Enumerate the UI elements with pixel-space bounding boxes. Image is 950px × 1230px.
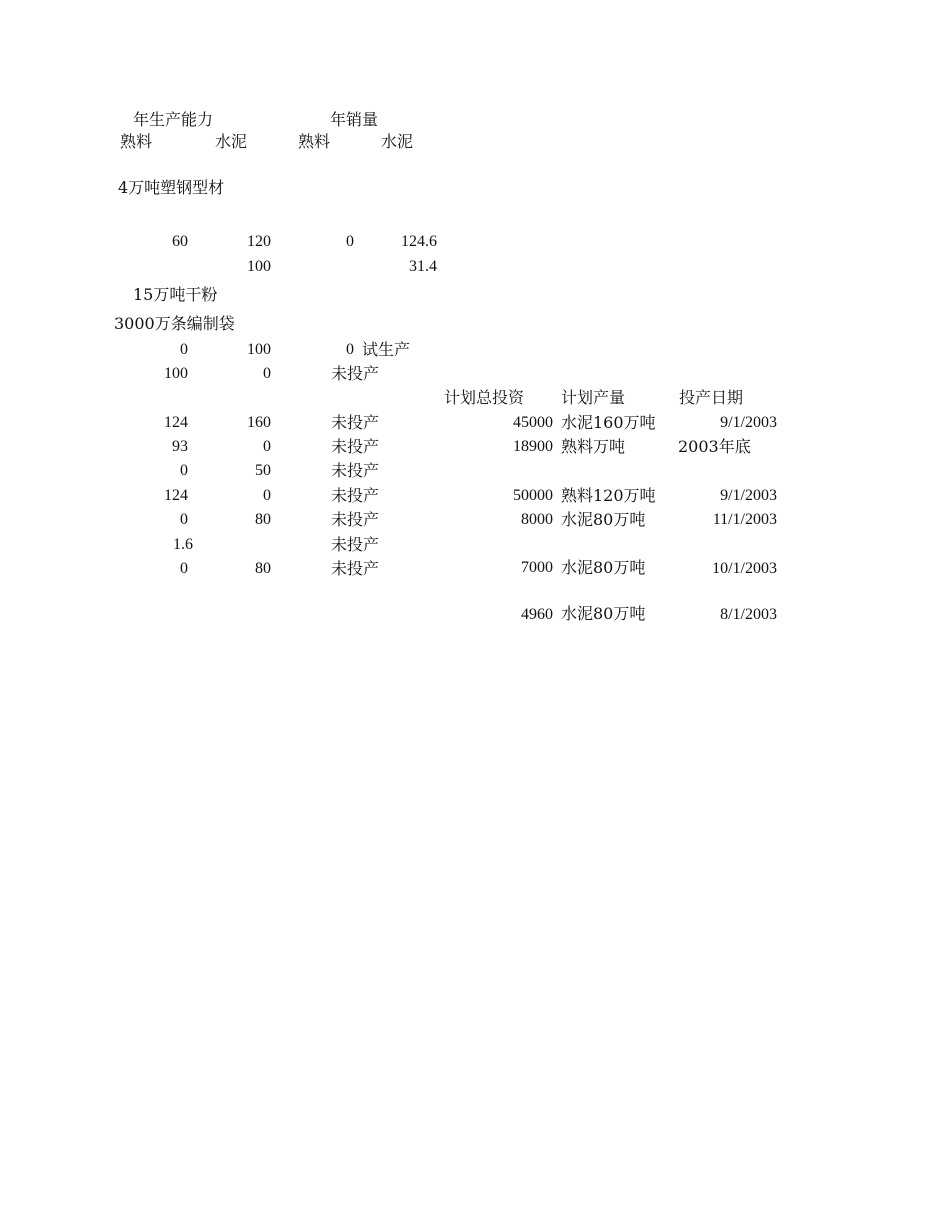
cell-status: 未投产 [331, 486, 380, 505]
header-cement-sales: 水泥 [381, 132, 414, 151]
cell-plan-date: 9/1/2003 [720, 487, 777, 504]
plan-header-output: 计划产量 [561, 388, 626, 407]
cell-plan-invest: 18900 [513, 438, 553, 455]
cell-plan-invest: 45000 [513, 414, 553, 431]
cell-sales-clinker: 0 [346, 341, 354, 358]
cell-capacity-clinker: 124 [164, 487, 188, 504]
cell-capacity-cement: 160 [247, 414, 271, 431]
cell-plan-date: 10/1/2003 [712, 560, 777, 577]
cell-plan-date: 9/1/2003 [720, 414, 777, 431]
cell-plan-invest: 50000 [513, 487, 553, 504]
cell-capacity-cement: 120 [247, 233, 271, 250]
cell-plan-output: 水泥80万吨 [561, 510, 646, 529]
cell-status: 未投产 [331, 535, 380, 554]
cell-capacity-clinker: 0 [180, 560, 188, 577]
cell-capacity-cement: 0 [263, 487, 271, 504]
label-profile: 4万吨塑钢型材 [118, 178, 225, 197]
cell-plan-invest: 7000 [521, 559, 553, 576]
cell-capacity-cement: 100 [247, 258, 271, 275]
plan-header-date: 投产日期 [679, 388, 744, 407]
cell-capacity-cement: 50 [255, 462, 271, 479]
header-clinker-sales: 熟料 [298, 132, 331, 151]
header-cement-capacity: 水泥 [215, 132, 248, 151]
cell-sales-cement: 31.4 [409, 258, 437, 275]
cell-plan-output: 水泥160万吨 [561, 413, 656, 432]
cell-status: 试生产 [362, 340, 411, 359]
cell-capacity-clinker: 60 [172, 233, 188, 250]
cell-capacity-clinker: 0 [180, 462, 188, 479]
label-drypowder: 15万吨干粉 [133, 285, 218, 304]
cell-capacity-cement: 80 [255, 560, 271, 577]
cell-status: 未投产 [331, 437, 380, 456]
plan-header-invest: 计划总投资 [444, 388, 525, 407]
header-capacity: 年生产能力 [133, 110, 214, 129]
label-bags: 3000万条编制袋 [114, 314, 235, 333]
cell-status: 未投产 [331, 413, 380, 432]
header-sales: 年销量 [330, 110, 379, 129]
cell-plan-output: 水泥80万吨 [561, 558, 646, 577]
cell-capacity-clinker: 1.6 [173, 536, 193, 553]
cell-status: 未投产 [331, 364, 380, 383]
cell-capacity-cement: 80 [255, 511, 271, 528]
cell-capacity-clinker: 124 [164, 414, 188, 431]
cell-plan-date: 2003年底 [678, 437, 751, 456]
cell-capacity-cement: 0 [263, 365, 271, 382]
header-clinker-capacity: 熟料 [120, 132, 153, 151]
cell-plan-output: 熟料120万吨 [561, 486, 656, 505]
cell-capacity-cement: 100 [247, 341, 271, 358]
cell-plan-output: 熟料万吨 [561, 437, 626, 456]
cell-sales-cement: 124.6 [401, 233, 437, 250]
cell-status: 未投产 [331, 559, 380, 578]
cell-capacity-clinker: 93 [172, 438, 188, 455]
cell-status: 未投产 [331, 461, 380, 480]
cell-plan-output: 水泥80万吨 [561, 604, 646, 623]
cell-sales-clinker: 0 [346, 233, 354, 250]
cell-plan-invest: 4960 [521, 606, 553, 623]
cell-capacity-clinker: 0 [180, 341, 188, 358]
cell-capacity-clinker: 100 [164, 365, 188, 382]
cell-plan-invest: 8000 [521, 511, 553, 528]
cell-capacity-clinker: 0 [180, 511, 188, 528]
cell-plan-date: 8/1/2003 [720, 606, 777, 623]
cell-capacity-cement: 0 [263, 438, 271, 455]
cell-status: 未投产 [331, 510, 380, 529]
cell-plan-date: 11/1/2003 [712, 511, 777, 528]
